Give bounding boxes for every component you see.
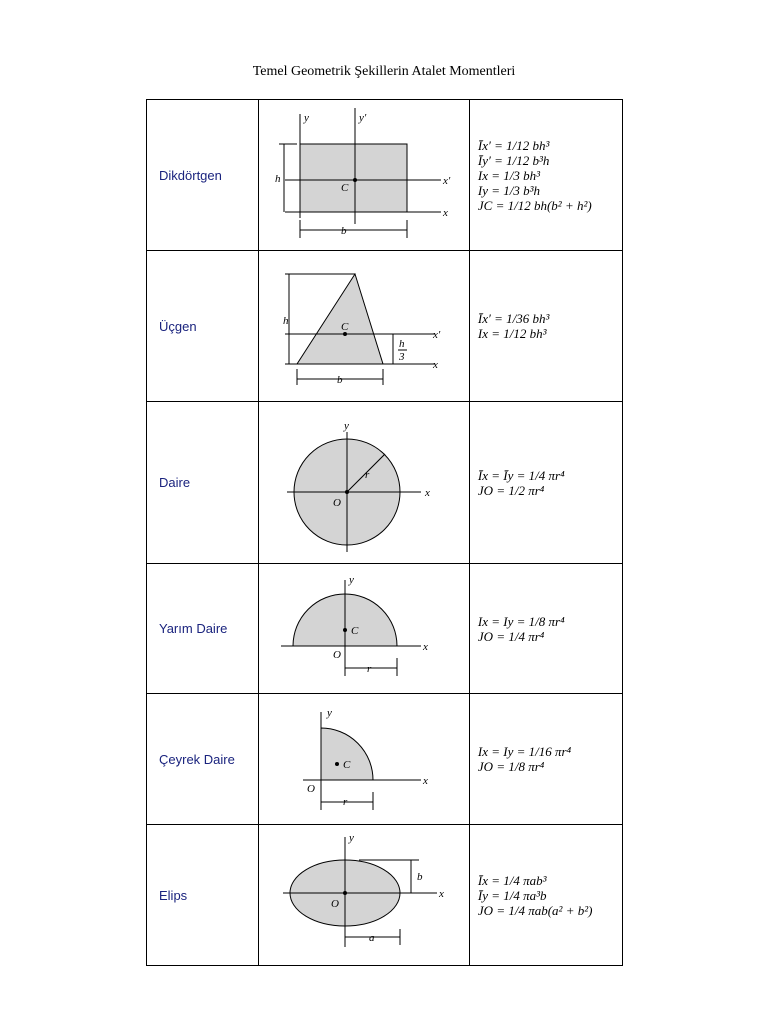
table-row — [147, 402, 623, 564]
quarter-circle-diagram — [259, 694, 469, 824]
circle-diagram — [259, 402, 469, 563]
shape-figure-rectangle — [258, 100, 469, 251]
formula-line: JO = 1/4 πr⁴ — [477, 628, 545, 644]
table-row — [147, 564, 623, 694]
formula-line: Īy = 1/4 πa³b — [477, 887, 547, 903]
shape-figure-triangle — [258, 251, 469, 402]
label-y: y — [348, 832, 354, 844]
triangle-diagram — [259, 251, 469, 401]
label-o: O — [332, 649, 341, 661]
label-x: x — [424, 487, 430, 499]
label-centroid: C — [350, 625, 359, 637]
formula-line: Ix = 1/3 bh³ — [477, 167, 541, 183]
shape-figure-ellipse — [258, 825, 469, 966]
label-a: a — [368, 932, 375, 944]
label-x-prime: x′ — [442, 175, 451, 187]
label-r: r — [366, 663, 372, 675]
label-y-prime: y′ — [358, 112, 367, 124]
shape-figure-semicircle — [258, 564, 469, 694]
formulas — [469, 825, 622, 966]
label-h3-num: h — [398, 338, 405, 350]
moments-table — [146, 99, 623, 966]
formulas — [469, 402, 622, 564]
label-x: x — [438, 888, 444, 900]
table-row — [147, 694, 623, 825]
label-h: h — [282, 315, 289, 327]
shape-name: Üçgen — [147, 251, 259, 402]
formulas — [469, 694, 622, 825]
label-b: b — [336, 374, 343, 386]
formula-line: Ix = 1/12 bh³ — [477, 326, 547, 341]
label-h: h — [274, 173, 281, 185]
label-x-prime: x′ — [432, 329, 441, 341]
rectangle-diagram — [259, 100, 469, 250]
label-y: y — [343, 420, 349, 432]
label-x: x — [422, 641, 428, 653]
table-row — [147, 825, 623, 966]
formula-line: Iy = 1/3 b³h — [477, 182, 541, 198]
table-row — [147, 251, 623, 402]
formula-line: JO = 1/8 πr⁴ — [477, 759, 545, 774]
page-title: Temel Geometrik Şekillerin Atalet Momentleri — [252, 64, 516, 79]
label-o: O — [332, 497, 341, 509]
label-o: O — [330, 898, 339, 910]
label-y: y — [326, 707, 332, 719]
semicircle-diagram — [259, 564, 469, 693]
formula-line: Īx′ = 1/12 bh³ — [477, 137, 550, 153]
formula-line: JO = 1/2 πr⁴ — [477, 482, 545, 498]
formula-line: Īx = 1/4 πab³ — [477, 872, 547, 888]
label-y: y — [303, 112, 309, 124]
formula-line: Ix = Iy = 1/8 πr⁴ — [477, 613, 565, 629]
shape-name: Daire — [147, 402, 259, 564]
label-x: x — [422, 775, 428, 787]
label-b: b — [416, 871, 423, 883]
label-b: b — [340, 225, 347, 237]
formula-line: Īx′ = 1/36 bh³ — [477, 311, 550, 326]
shape-figure-quarter-circle — [258, 694, 469, 825]
ellipse-diagram — [259, 825, 469, 965]
shape-name: Dikdörtgen — [147, 100, 259, 251]
label-y: y — [348, 574, 354, 586]
label-h3-den: 3 — [398, 351, 405, 363]
shape-name: Elips — [147, 825, 259, 966]
shape-figure-circle — [258, 402, 469, 564]
formula-line: Ix = Iy = 1/16 πr⁴ — [477, 744, 572, 759]
formula-line: JC = 1/12 bh(b² + h²) — [477, 197, 592, 213]
shape-name: Çeyrek Daire — [147, 694, 259, 825]
formulas — [469, 251, 622, 402]
label-centroid: C — [340, 321, 349, 333]
label-o: O — [306, 783, 315, 795]
label-centroid: C — [342, 759, 351, 771]
formula-line: Īy′ = 1/12 b³h — [477, 152, 550, 168]
label-r: r — [342, 796, 348, 808]
table-row — [147, 100, 623, 251]
label-x: x — [432, 359, 438, 371]
formula-line: JO = 1/4 πab(a² + b²) — [477, 902, 593, 918]
label-r: r — [364, 469, 370, 481]
formulas — [469, 564, 622, 694]
formulas — [469, 100, 622, 251]
shape-name: Yarım Daire — [147, 564, 259, 694]
label-x: x — [442, 207, 448, 219]
formula-line: Īx = Īy = 1/4 πr⁴ — [477, 467, 565, 483]
label-centroid: C — [340, 182, 349, 194]
